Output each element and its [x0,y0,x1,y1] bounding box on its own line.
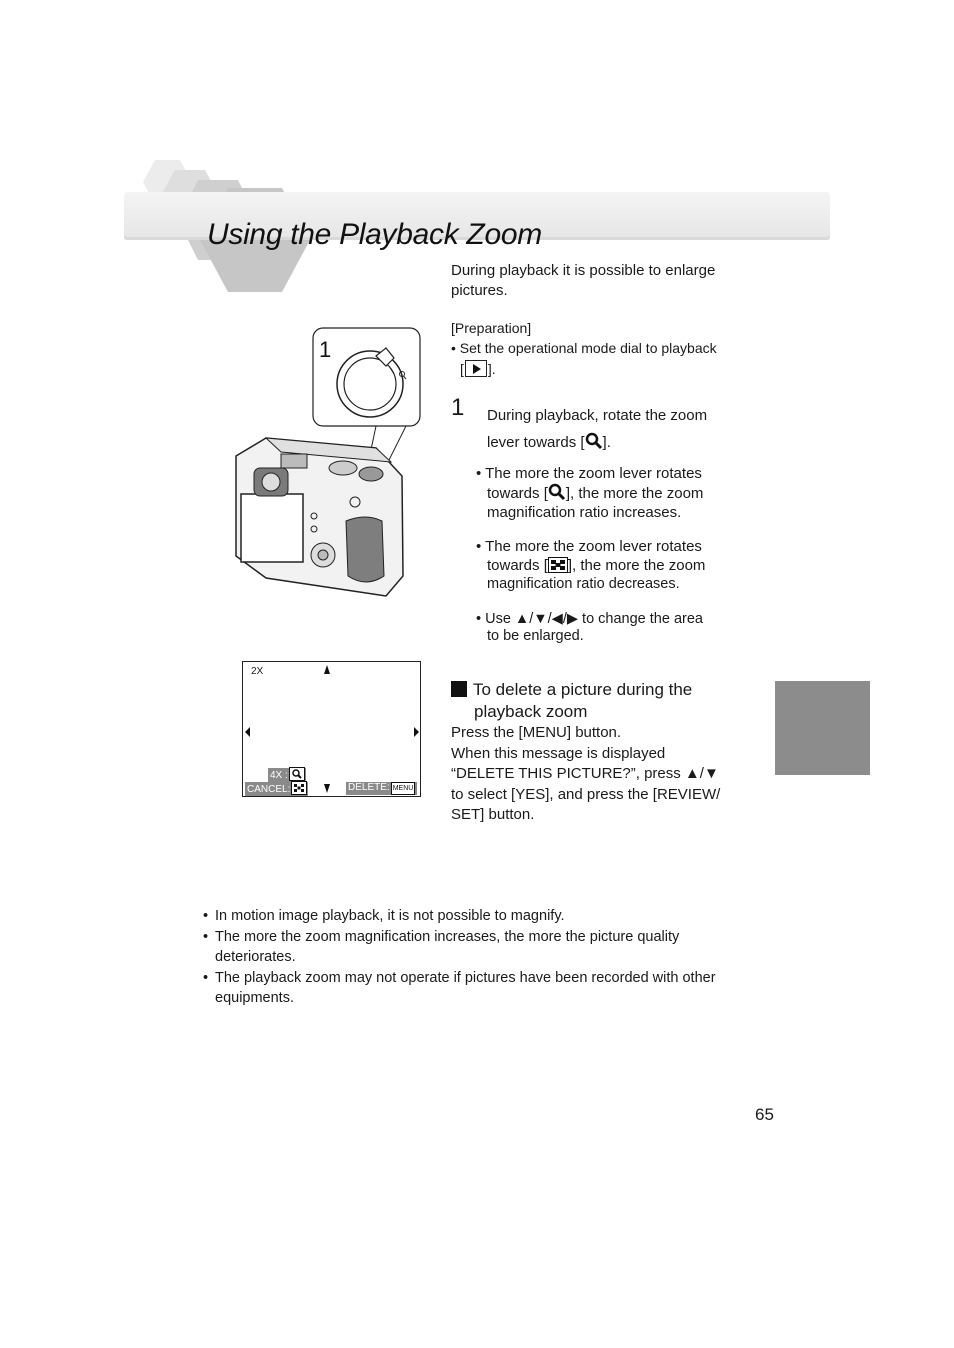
illustration-label: 1 [319,337,332,362]
notes-list [203,906,763,1009]
delete-body-line: Press the [MENU] button. [451,724,622,741]
step-text [487,402,747,456]
bullet-suffix: ], the more the zoom [565,485,704,502]
arrow-right-icon [414,727,419,737]
bullet-move-area [476,611,746,645]
step-line-2-prefix: lever towards [ [487,434,585,451]
bullet-line-indent [476,556,746,575]
preparation-item-icon-line [460,360,496,377]
magnify-icon [290,768,304,780]
preparation-line: • Set the operational mode dial to playback [451,340,717,356]
note-item: • In motion image playback, it is not possible to magnify. [203,906,763,927]
multi-thumbnail-icon [292,782,306,794]
cancel-label: CANCEL: [247,784,291,795]
delete-body-line: When this message is displayed [451,744,666,762]
bullet-zoom-decrease [476,537,746,594]
delete-body-line: “DELETE THIS PICTURE?”, press ▲/▼ [451,765,719,782]
bullet-prefix: towards [ [487,557,548,574]
multi-thumbnail-icon [548,557,568,573]
preparation-item [451,338,756,358]
zoom-level-label: 2X [251,666,264,677]
bracket-close: ]. [487,361,496,377]
step-number: 1 [451,394,465,421]
delete-body-line: SET] button. [451,806,535,823]
step-line-1: During playback, rotate the zoom [487,407,708,424]
playback-icon [465,360,487,377]
bullet-suffix: ], the more the zoom [567,557,706,574]
delete-heading-line-1: To delete a picture during the [473,680,693,699]
chapter-side-tab [775,681,870,775]
menu-key-icon: MENU [391,782,416,795]
cancel-indicator [245,782,308,796]
intro-text: During playback it is possible to enlarge pictures. [451,262,716,299]
bullet-line-indent [476,483,746,503]
bullet-line-3: magnification ratio decreases. [487,576,680,592]
magnify-icon [585,432,603,450]
delete-label: DELETE: [348,782,390,793]
bullet-zoom-increase [476,464,746,522]
bullet-line: • The more the zoom lever rotates [476,538,702,555]
section-square-icon [451,681,467,697]
page-title: Using the Playback Zoom [207,218,542,251]
bullet-line: • Use ▲/▼/◀/▶ to change the area [476,611,703,627]
delete-heading [451,679,751,723]
preparation-heading: [Preparation] [451,320,532,336]
arrow-left-icon [245,727,250,737]
bullet-line-3: magnification ratio increases. [487,504,682,521]
zoom-4x-label: 4X : [270,770,288,781]
lcd-zoom-screen [242,661,421,797]
bullet-prefix: towards [ [487,485,548,502]
delete-body [451,723,756,826]
arrow-down-icon [324,784,330,793]
bracket-open: [ [460,361,464,377]
note-item: • The playback zoom may not operate if pictures have been recorded with other equipments. [203,968,763,1009]
step-line-2-suffix: ]. [602,434,611,451]
delete-indicator [346,782,417,795]
magnify-icon [548,483,566,501]
zoom-4x-indicator [268,768,306,782]
delete-body-line: to select [YES], and press the [REVIEW/ [451,785,721,803]
page-number: 65 [755,1105,774,1124]
note-item: • The more the zoom magnification increases, the more the picture quality deteriorates. [203,927,763,968]
arrow-up-icon [324,665,330,674]
bullet-line: • The more the zoom lever rotates [476,465,702,482]
delete-heading-line-2: playback zoom [474,702,588,721]
bullet-line-2: to be enlarged. [487,628,584,644]
camera-illustration [226,326,426,601]
